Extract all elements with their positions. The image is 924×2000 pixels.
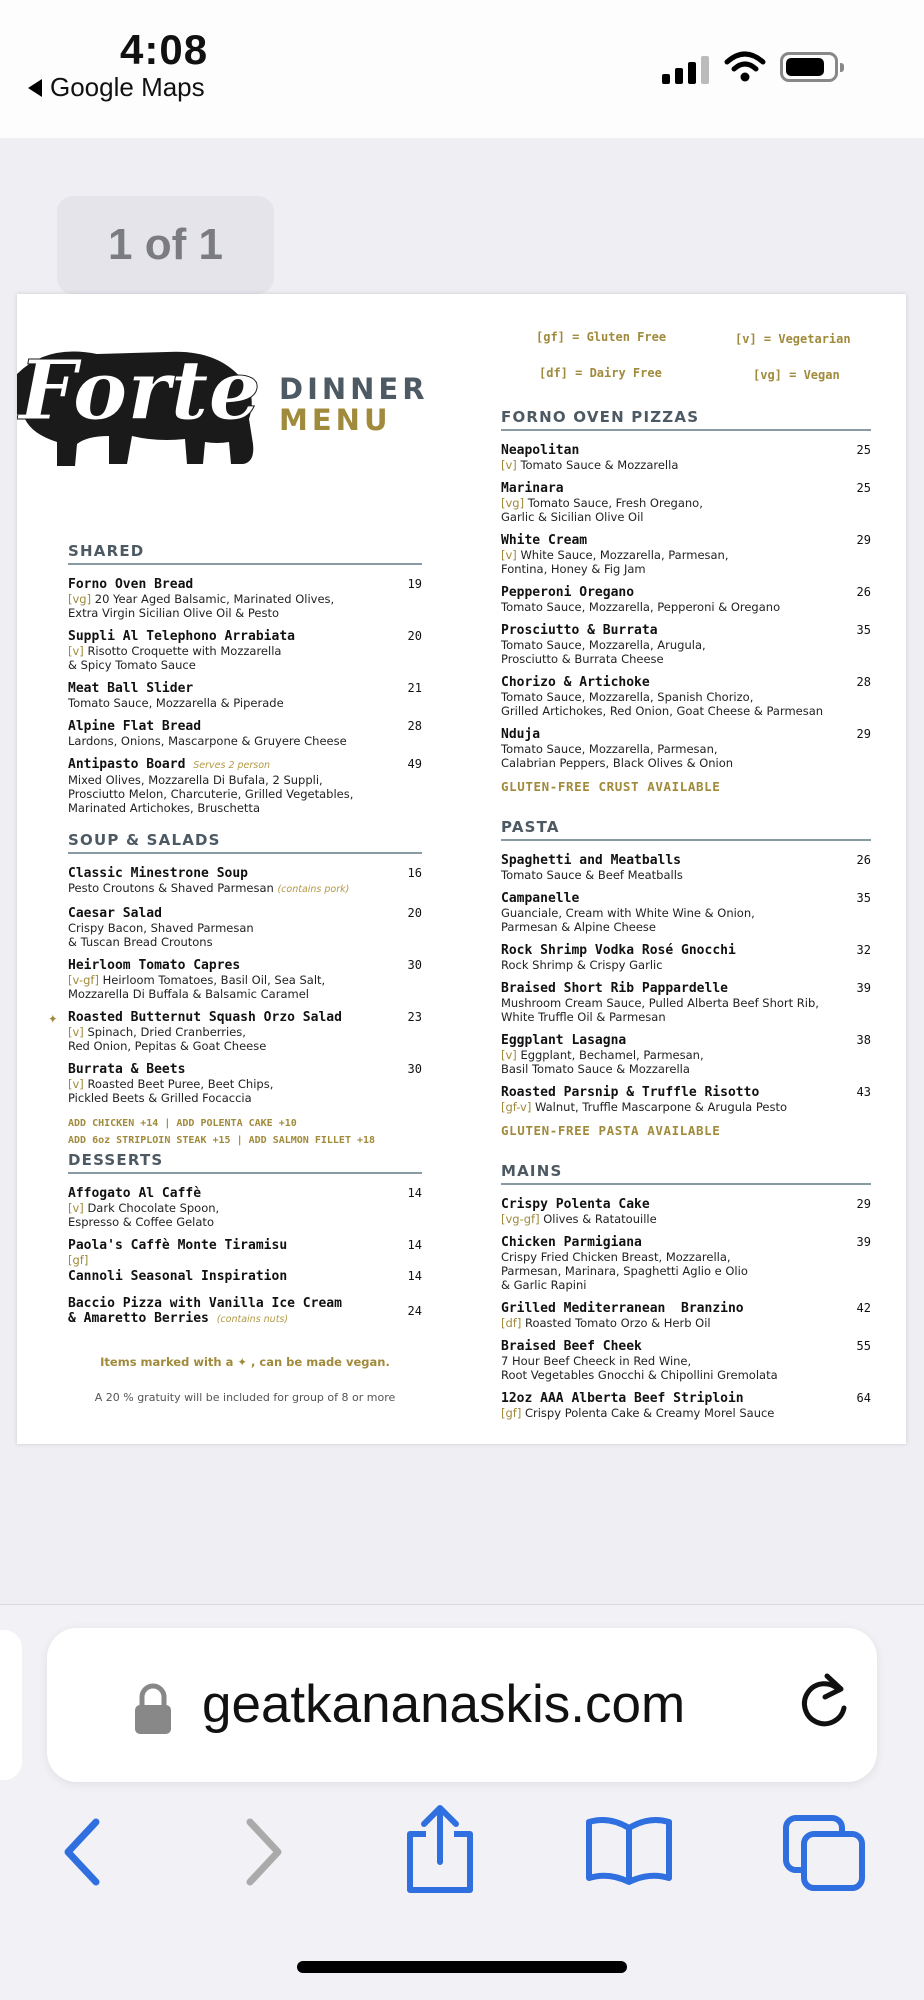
item-name: Forno Oven Bread (68, 577, 194, 592)
menu-item (68, 1296, 422, 1327)
menu-item (501, 443, 871, 472)
gratuity-note: A 20 % gratuity will be included for group of 8 or more (94, 1391, 396, 1404)
menu-item (68, 1238, 422, 1267)
item-desc: Crispy Fried Chicken Breast, Mozzarella, (501, 1250, 731, 1264)
vegan-star-icon: ✦ (237, 1355, 248, 1369)
legend-v: [v] = Vegetarian (735, 332, 851, 346)
brand-wordmark: Forte (19, 343, 261, 439)
gluten-free-pasta-note: GLUTEN-FREE PASTA AVAILABLE (501, 1123, 721, 1138)
item-name: Prosciutto & Burrata (501, 623, 658, 638)
item-desc: Tomato Sauce & Beef Meatballs (501, 868, 683, 882)
item-desc: Marinated Artichokes, Bruschetta (68, 801, 260, 815)
diet-tag: [gf-v] (501, 1100, 532, 1114)
item-price: 35 (856, 623, 871, 637)
menu-item (501, 727, 871, 770)
item-name: Pepperoni Oregano (501, 585, 635, 600)
item-desc: Pesto Croutons & Shaved Parmesan (68, 881, 274, 895)
menu-item (501, 981, 871, 1024)
menu-item (501, 533, 871, 576)
previous-tab-card[interactable] (0, 1630, 22, 1780)
item-desc: Guanciale, Cream with White Wine & Onion, (501, 906, 755, 920)
item-name: Roasted Parsnip & Truffle Risotto (501, 1085, 760, 1100)
diet-tag: [vg-gf] (501, 1212, 540, 1226)
menu-item (501, 1033, 871, 1076)
item-price: 39 (856, 1235, 871, 1249)
item-desc: Grilled Artichokes, Red Onion, Goat Cheese & Parmesan (501, 704, 824, 718)
item-price: 14 (407, 1186, 422, 1200)
item-desc: White Sauce, Mozzarella, Parmesan, (520, 548, 729, 562)
item-price: 29 (856, 533, 871, 547)
item-price: 32 (856, 943, 871, 957)
item-desc: & Garlic Rapini (501, 1278, 587, 1292)
item-desc: Tomato Sauce & Mozzarella (520, 458, 679, 472)
item-desc: Extra Virgin Sicilian Olive Oil & Pesto (68, 606, 280, 620)
item-price: 29 (856, 1197, 871, 1211)
battery-icon (780, 52, 838, 82)
item-name: Heirloom Tomato Capres (68, 958, 241, 973)
item-desc: Mozzarella Di Buffala & Balsamic Caramel (68, 987, 309, 1001)
diet-tag: [v] (501, 1048, 517, 1062)
serving-note: Serves 2 person (193, 760, 271, 771)
item-name: Grilled Mediterranean Branzino (501, 1301, 744, 1316)
item-desc: & Spicy Tomato Sauce (68, 658, 196, 672)
item-desc: Rock Shrimp & Crispy Garlic (501, 958, 663, 972)
menu-item (68, 906, 422, 949)
item-desc: Mushroom Cream Sauce, Pulled Alberta Beef Short Rib, (501, 996, 819, 1010)
item-desc: Heirloom Tomatoes, Basil Oil, Sea Salt, (102, 973, 326, 987)
item-price: 20 (407, 629, 422, 643)
item-desc: Crispy Bacon, Shaved Parmesan (68, 921, 254, 935)
menu-item (501, 891, 871, 934)
status-bar (0, 0, 924, 138)
left-column (48, 542, 422, 1404)
item-name: Caesar Salad (68, 906, 162, 921)
item-price: 14 (407, 1238, 422, 1252)
back-arrow-icon (28, 79, 42, 97)
item-price: 64 (856, 1391, 871, 1405)
menu-item (68, 866, 422, 897)
item-name: Neapolitan (501, 443, 580, 458)
legend-gf: [gf] = Gluten Free (536, 330, 667, 344)
menu-title-dinner: DINNER (279, 372, 429, 406)
cellular-signal-icon (662, 52, 709, 84)
url-text: geatkananaskis.com (202, 1675, 686, 1734)
item-desc: Tomato Sauce, Fresh Oregano, (527, 496, 703, 510)
section-title-mains: MAINS (501, 1162, 871, 1185)
diet-tag: [v] (68, 1201, 84, 1215)
item-price: 55 (856, 1339, 871, 1353)
item-name: Marinara (501, 481, 564, 496)
diet-tag: [gf] (68, 1253, 89, 1267)
menu-document (17, 294, 906, 1444)
legend-df: [df] = Dairy Free (539, 366, 662, 380)
menu-title-menu: MENU (279, 403, 392, 437)
section-title-pasta: PASTA (501, 818, 871, 841)
item-desc: Prosciutto Melon, Charcuterie, Grilled Vegetables, (68, 787, 354, 801)
menu-item (501, 481, 871, 524)
item-name: Spaghetti and Meatballs (501, 853, 682, 868)
item-desc: 7 Hour Beef Cheeck in Red Wine, (501, 1354, 692, 1368)
item-desc: Spinach, Dried Cranberries, (87, 1025, 246, 1039)
item-name: Chicken Parmigiana (501, 1235, 642, 1250)
back-app-label: Google Maps (50, 72, 205, 102)
item-price: 25 (856, 443, 871, 457)
item-desc: Root Vegetables Gnocchi & Chipollini Gremolata (501, 1368, 778, 1382)
menu-item (68, 577, 422, 620)
section-title-shared: SHARED (68, 542, 422, 565)
item-price: 25 (856, 481, 871, 495)
item-name: Affogato Al Caffè (68, 1186, 202, 1201)
menu-item (68, 629, 422, 672)
item-price: 14 (407, 1269, 422, 1283)
item-name: Burrata & Beets (68, 1062, 186, 1077)
diet-tag: [v] (68, 1077, 84, 1091)
item-desc: Tomato Sauce, Mozzarella, Arugula, (501, 638, 706, 652)
item-desc: Walnut, Truffle Mascarpone & Arugula Pesto (535, 1100, 788, 1114)
item-name: Antipasto Board (68, 757, 186, 772)
item-desc: Dark Chocolate Spoon, (87, 1201, 220, 1215)
item-desc: Espresso & Coffee Gelato (68, 1215, 214, 1229)
menu-item (68, 1186, 422, 1229)
forte-bear-logo (17, 324, 287, 474)
wifi-icon (724, 50, 766, 84)
reload-icon[interactable] (795, 1668, 853, 1734)
item-desc: Tomato Sauce, Mozzarella & Piperade (68, 696, 284, 710)
item-price: 24 (407, 1304, 422, 1318)
item-desc: Olives & Ratatouille (543, 1212, 657, 1226)
item-desc: 20 Year Aged Balsamic, Marinated Olives, (94, 592, 335, 606)
addon-line: ADD CHICKEN +14 | ADD POLENTA CAKE +10 (68, 1118, 297, 1129)
item-name: Braised Short Rib Pappardelle (501, 981, 728, 996)
allergen-note: (contains pork) (277, 884, 350, 895)
item-price: 42 (856, 1301, 871, 1315)
item-name: Baccio Pizza with Vanilla Ice Cream (68, 1296, 342, 1311)
menu-item (68, 681, 422, 710)
item-desc: Roasted Beet Puree, Beet Chips, (87, 1077, 274, 1091)
diet-tag: [v] (501, 548, 517, 562)
gluten-free-crust-note: GLUTEN-FREE CRUST AVAILABLE (501, 779, 721, 794)
item-desc: Red Onion, Pepitas & Goat Cheese (68, 1039, 267, 1053)
menu-item (48, 1008, 422, 1053)
item-name: Nduja (501, 727, 541, 742)
item-name: Roasted Butternut Squash Orzo Salad (68, 1010, 342, 1025)
item-price: 19 (407, 577, 422, 591)
section-title-soups: SOUP & SALADS (68, 831, 422, 854)
addon-line: ADD 6oz STRIPLOIN STEAK +15 | ADD SALMON FILLET +18 (68, 1135, 376, 1146)
menu-item (501, 1235, 871, 1292)
forward-button-icon[interactable] (240, 1812, 290, 1892)
item-desc: Prosciutto & Burrata Cheese (501, 652, 664, 666)
item-price: 30 (407, 958, 422, 972)
status-time: 4:08 (120, 26, 209, 73)
menu-item (501, 1085, 871, 1114)
item-price: 16 (407, 866, 422, 880)
share-icon[interactable] (402, 1804, 478, 1896)
item-name: White Cream (501, 533, 588, 548)
diet-tag: [df] (501, 1316, 522, 1330)
item-price: 28 (407, 719, 422, 733)
item-desc: Risotto Croquette with Mozzarella (87, 644, 282, 658)
diet-tag: [v] (501, 458, 517, 472)
item-price: 28 (856, 675, 871, 689)
item-name: 12oz AAA Alberta Beef Striploin (501, 1391, 744, 1406)
item-desc: Pickled Beets & Grilled Focaccia (68, 1091, 252, 1105)
item-name: Chorizo & Artichoke (501, 675, 650, 690)
address-bar[interactable] (47, 1628, 877, 1782)
menu-item (68, 1062, 422, 1105)
item-desc: Tomato Sauce, Mozzarella, Parmesan, (501, 742, 718, 756)
diet-tag: [v-gf] (68, 973, 99, 987)
right-column (501, 408, 871, 1429)
menu-item (501, 585, 871, 614)
item-desc: Tomato Sauce, Mozzarella, Pepperoni & Oregano (501, 600, 781, 614)
menu-item (501, 1391, 871, 1420)
diet-tag: [v] (68, 1025, 84, 1039)
item-desc: Parmesan & Alpine Cheese (501, 920, 656, 934)
menu-item (501, 675, 871, 718)
item-name: Suppli Al Telephono Arrabiata (68, 629, 295, 644)
back-button-icon[interactable] (56, 1812, 106, 1892)
item-name: Eggplant Lasagna (501, 1033, 627, 1048)
item-price: 23 (407, 1010, 422, 1024)
item-price: 20 (407, 906, 422, 920)
tabs-icon[interactable] (782, 1814, 868, 1894)
menu-item (68, 958, 422, 1001)
item-price: 26 (856, 585, 871, 599)
item-desc: Tomato Sauce, Mozzarella, Spanish Chorizo, (501, 690, 754, 704)
page-counter: 1 of 1 (57, 196, 274, 294)
item-desc: Fontina, Honey & Fig Jam (501, 562, 646, 576)
vegan-footnote: Items marked with a ✦ , can be made vegan. (100, 1355, 390, 1369)
allergen-note: (contains nuts) (216, 1314, 289, 1325)
menu-item (68, 719, 422, 748)
home-indicator[interactable] (297, 1961, 627, 1973)
menu-item (501, 1339, 871, 1382)
item-name: Meat Ball Slider (68, 681, 194, 696)
item-desc: Calabrian Peppers, Black Olives & Onion (501, 756, 734, 770)
menu-item (501, 943, 871, 972)
legend-vg: [vg] = Vegan (753, 368, 840, 382)
item-desc: Crispy Polenta Cake & Creamy Morel Sauce (524, 1406, 775, 1420)
item-desc: White Truffle Oil & Parmesan (501, 1010, 666, 1024)
bookmarks-icon[interactable] (584, 1814, 674, 1886)
back-to-app-link[interactable] (28, 72, 205, 103)
menu-item (501, 1301, 871, 1330)
item-name: & Amaretto Berries (68, 1311, 209, 1326)
item-name: Cannoli Seasonal Inspiration (68, 1269, 288, 1284)
item-price: 35 (856, 891, 871, 905)
item-price: 43 (856, 1085, 871, 1099)
item-price: 30 (407, 1062, 422, 1076)
item-name: Paola's Caffè Monte Tiramisu (68, 1238, 288, 1253)
lock-icon (133, 1682, 173, 1736)
diet-tag: [vg] (68, 592, 92, 606)
vegan-star-icon: ✦ (48, 1008, 58, 1027)
diet-tag: [vg] (501, 496, 525, 510)
item-name: Alpine Flat Bread (68, 719, 202, 734)
item-name: Braised Beef Cheek (501, 1339, 642, 1354)
item-desc: Parmesan, Marinara, Spaghetti Aglio e Olio (501, 1264, 748, 1278)
item-price: 49 (407, 757, 422, 771)
item-desc: Garlic & Sicilian Olive Oil (501, 510, 644, 524)
menu-item (68, 1269, 422, 1284)
item-name: Rock Shrimp Vodka Rosé Gnocchi (501, 943, 736, 958)
menu-item (68, 757, 422, 815)
menu-title (279, 374, 429, 436)
menu-item (501, 1197, 871, 1226)
item-price: 38 (856, 1033, 871, 1047)
item-name: Crispy Polenta Cake (501, 1197, 650, 1212)
menu-item (501, 623, 871, 666)
diet-tag: [gf] (501, 1406, 522, 1420)
item-desc: Basil Tomato Sauce & Mozzarella (501, 1062, 690, 1076)
item-price: 29 (856, 727, 871, 741)
item-desc: Roasted Tomato Orzo & Herb Oil (524, 1316, 711, 1330)
item-desc: Lardons, Onions, Mascarpone & Gruyere Cheese (68, 734, 347, 748)
item-name: Campanelle (501, 891, 580, 906)
item-desc: Eggplant, Bechamel, Parmesan, (520, 1048, 704, 1062)
menu-item (501, 853, 871, 882)
diet-tag: [v] (68, 644, 84, 658)
item-desc: Mixed Olives, Mozzarella Di Bufala, 2 Suppli, (68, 773, 323, 787)
item-price: 21 (407, 681, 422, 695)
item-price: 39 (856, 981, 871, 995)
section-title-desserts: DESSERTS (68, 1151, 422, 1174)
item-desc: & Tuscan Bread Croutons (68, 935, 213, 949)
item-name: Classic Minestrone Soup (68, 866, 249, 881)
item-price: 26 (856, 853, 871, 867)
section-title-pizzas: FORNO OVEN PIZZAS (501, 408, 871, 431)
